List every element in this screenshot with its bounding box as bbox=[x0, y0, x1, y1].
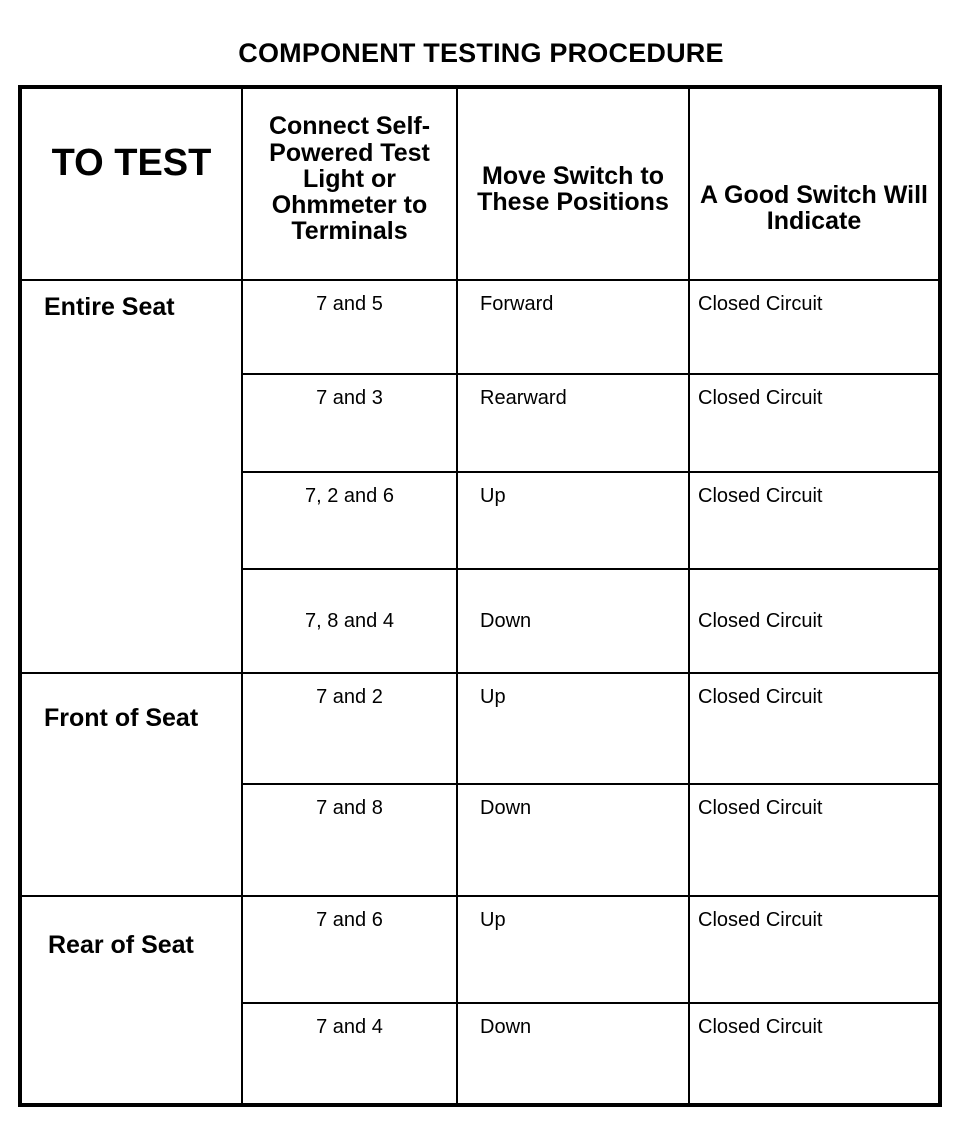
page-title: COMPONENT TESTING PROCEDURE bbox=[238, 38, 724, 68]
position-cell: Up bbox=[457, 896, 689, 1002]
indication-cell: Closed Circuit bbox=[689, 1003, 940, 1105]
table-row bbox=[20, 280, 940, 374]
position-cell: Up bbox=[457, 472, 689, 568]
position-cell: Rearward bbox=[457, 374, 689, 472]
terminals-cell: 7 and 6 bbox=[242, 896, 457, 1002]
indication-cell: Closed Circuit bbox=[689, 472, 940, 568]
group-label-rear-of-seat: Rear of Seat bbox=[20, 896, 242, 1105]
header-move-switch: Move Switch to These Positions bbox=[457, 87, 689, 280]
terminals-cell: 7 and 4 bbox=[242, 1003, 457, 1105]
terminals-cell: 7 and 3 bbox=[242, 374, 457, 472]
indication-cell: Closed Circuit bbox=[689, 374, 940, 472]
header-connect-terminals: Connect Self-Powered Test Light or Ohmmeter to Terminals bbox=[242, 87, 457, 280]
position-cell: Forward bbox=[457, 280, 689, 374]
table-row bbox=[20, 896, 940, 1002]
terminals-cell: 7 and 8 bbox=[242, 784, 457, 896]
header-good-switch: A Good Switch Will Indicate bbox=[689, 87, 940, 280]
terminals-cell: 7, 8 and 4 bbox=[242, 569, 457, 673]
indication-cell: Closed Circuit bbox=[689, 896, 940, 1002]
terminals-cell: 7 and 2 bbox=[242, 673, 457, 783]
indication-cell: Closed Circuit bbox=[689, 280, 940, 374]
indication-cell: Closed Circuit bbox=[689, 784, 940, 896]
terminals-cell: 7 and 5 bbox=[242, 280, 457, 374]
component-test-table bbox=[18, 85, 942, 1107]
position-cell: Up bbox=[457, 673, 689, 783]
indication-cell: Closed Circuit bbox=[689, 673, 940, 783]
position-cell: Down bbox=[457, 784, 689, 896]
group-label-entire-seat: Entire Seat bbox=[20, 280, 242, 674]
position-cell: Down bbox=[457, 569, 689, 673]
header-row bbox=[20, 87, 940, 280]
group-label-front-of-seat: Front of Seat bbox=[20, 673, 242, 896]
position-cell: Down bbox=[457, 1003, 689, 1105]
table-row bbox=[20, 673, 940, 783]
terminals-cell: 7, 2 and 6 bbox=[242, 472, 457, 568]
header-to-test: TO TEST bbox=[20, 87, 242, 280]
indication-cell: Closed Circuit bbox=[689, 569, 940, 673]
